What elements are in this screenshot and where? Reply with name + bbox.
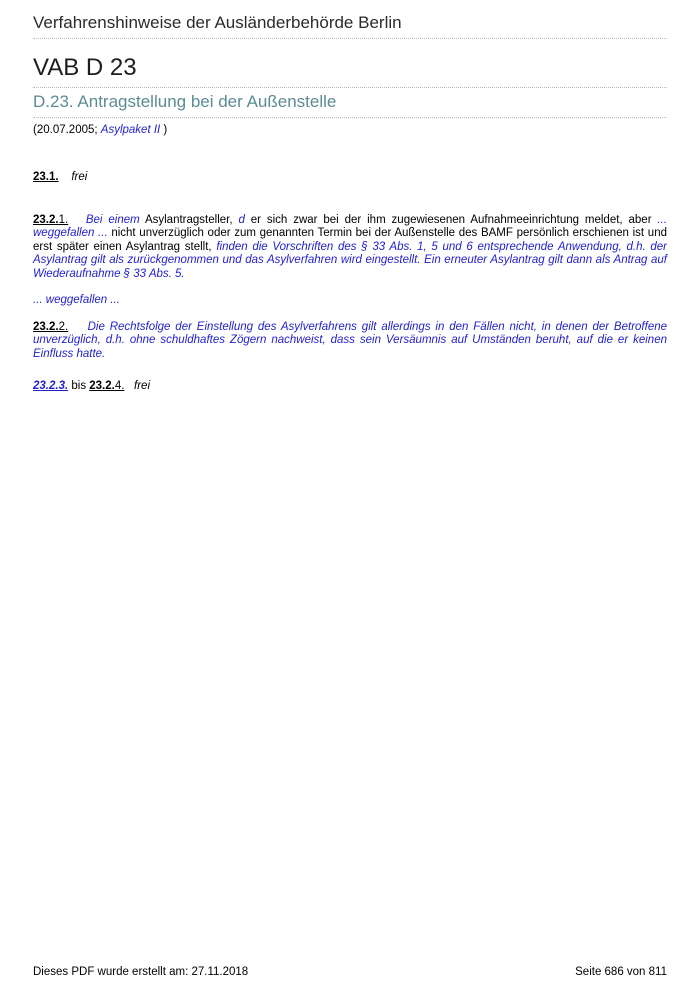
weggefallen-note: ... weggefallen ... (33, 294, 120, 306)
document-page (33, 0, 667, 990)
section-23-1 (33, 171, 667, 184)
bis-text: bis (68, 380, 90, 392)
footer-page-number: Seite 686 von 811 (575, 966, 667, 978)
text-part-2: Asylantragsteller, (139, 214, 239, 226)
section-text: frei (134, 380, 151, 392)
date-text: (20.07.2005; (33, 124, 101, 136)
text-part-3: d (238, 214, 245, 226)
text-part-1: Bei einem (85, 214, 140, 226)
section-subtitle: D.23. Antragstellung bei der Außenstelle (33, 92, 667, 118)
text-part-6: nicht unverzüglich oder zum genannten Termin bei der Außenstelle des BAMF persönlich erschienen ist und erst später einen Asylantrag stellt, (33, 227, 667, 253)
section-number-bold: 23.2. (33, 214, 59, 226)
page-title: VAB D 23 (33, 54, 667, 88)
page-footer (33, 966, 667, 978)
date-line (33, 124, 167, 136)
text-part-5: ... weggefallen ... (33, 214, 668, 240)
section-23-2-1 (33, 214, 667, 281)
document-header: Verfahrenshinweise der Ausländerbehörde Berlin (33, 13, 667, 39)
section-number-suffix: 4. (114, 380, 125, 392)
section-number-suffix: 2. (58, 321, 69, 333)
section-number-suffix: 1. (58, 214, 69, 226)
section-text: Die Rechtsfolge der Einstellung des Asylverfahrens gilt allerdings in den Fällen nicht, in denen der Betroffene unverzüglich, d.h. ohne schuldhaftes Zögern nachweist, dass sein Versäumnis auf Umständen beruht, auf die er keinen Einfluss hatte. (33, 321, 668, 360)
text-part-7: finden die Vorschriften des § 33 Abs. 1, 5 und 6 entsprechende Anwendung, d.h. der Asylantrag gilt als zurückgenommen und das Asylverfahren wird eingestellt. Ein erneuter Asylantrag gilt dann als Antrag auf Wiederaufnahme § 33 Abs. 5. (33, 240, 667, 280)
section-number-bold: 23.2. (33, 321, 59, 333)
section-23-2-2 (33, 321, 667, 361)
section-number: 23.1. (33, 171, 59, 183)
text-part-4: er sich zwar bei der ihm zugewiesenen Aufnahmeeinrichtung meldet, aber (244, 214, 658, 226)
section-23-2-3 (33, 380, 667, 393)
section-text: frei (71, 171, 88, 183)
date-close: ) (160, 124, 168, 136)
footer-created: Dieses PDF wurde erstellt am: 27.11.2018 (33, 966, 249, 978)
section-number-bold: 23.2. (89, 380, 115, 392)
section-23-2-3-link[interactable]: 23.2.3. (33, 380, 69, 392)
asylpaket-link[interactable]: Asylpaket II (100, 124, 161, 136)
